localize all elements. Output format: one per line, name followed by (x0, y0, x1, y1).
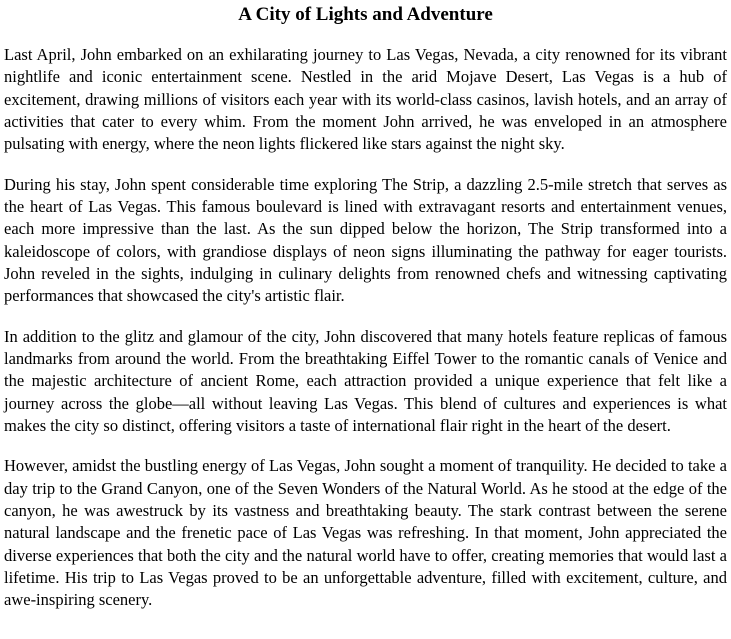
paragraph-the-strip: During his stay, John spent considerable time exploring The Strip, a dazzling 2.5-mile stretch that serves as the heart of Las Vegas. This famous boulevard is lined with extravagant resorts and entertainment venues, each more impressive than the last. As the sun dipped below the horizon, The Strip transformed into a kaleidoscope of colors, with grandiose displays of neon signs illuminating the pathway for eager tourists. John reveled in the sights, indulging in culinary delights from renowned chefs and witnessing captivating performances that showcased the city's artistic flair. (4, 174, 727, 306)
paragraph-grand-canyon: However, amidst the bustling energy of Las Vegas, John sought a moment of tranquility. He decided to take a day trip to the Grand Canyon, one of the Seven Wonders of the Natural World. As he stood at the edge of the canyon, he was awestruck by its vastness and breathtaking beauty. The stark contrast between the serene natural landscape and the frenetic pace of Las Vegas was refreshing. In that moment, John appreciated the diverse experiences that both the city and the natural world have to offer, creating memories that would last a lifetime. His trip to Las Vegas proved to be an unforgettable adventure, filled with excitement, culture, and awe-inspiring scenery. (4, 456, 727, 610)
paragraph-intro-las-vegas: Last April, John embarked on an exhilarating journey to Las Vegas, Nevada, a city renowned for its vibrant nightlife and iconic entertainment scene. Nestled in the arid Mojave Desert, Las Vegas is a hub of excitement, drawing millions of visitors each year with its world-class casinos, lavish hotels, and an array of activities that cater to every whim. From the moment John arrived, he was enveloped in an atmosphere pulsating with energy, where the neon lights flickered like stars against the night sky. (4, 45, 727, 154)
document-title: A City of Lights and Adventure (238, 4, 493, 25)
paragraph-landmark-replicas: In addition to the glitz and glamour of the city, John discovered that many hotels feature replicas of famous landmarks from around the world. From the breathtaking Eiffel Tower to the romantic canals of Venice and the majestic architecture of ancient Rome, each attraction provided a unique experience that felt like a journey across the globe—all without leaving Las Vegas. This blend of cultures and experiences is what makes the city so distinct, offering visitors a taste of international flair right in the heart of the desert. (4, 326, 727, 435)
